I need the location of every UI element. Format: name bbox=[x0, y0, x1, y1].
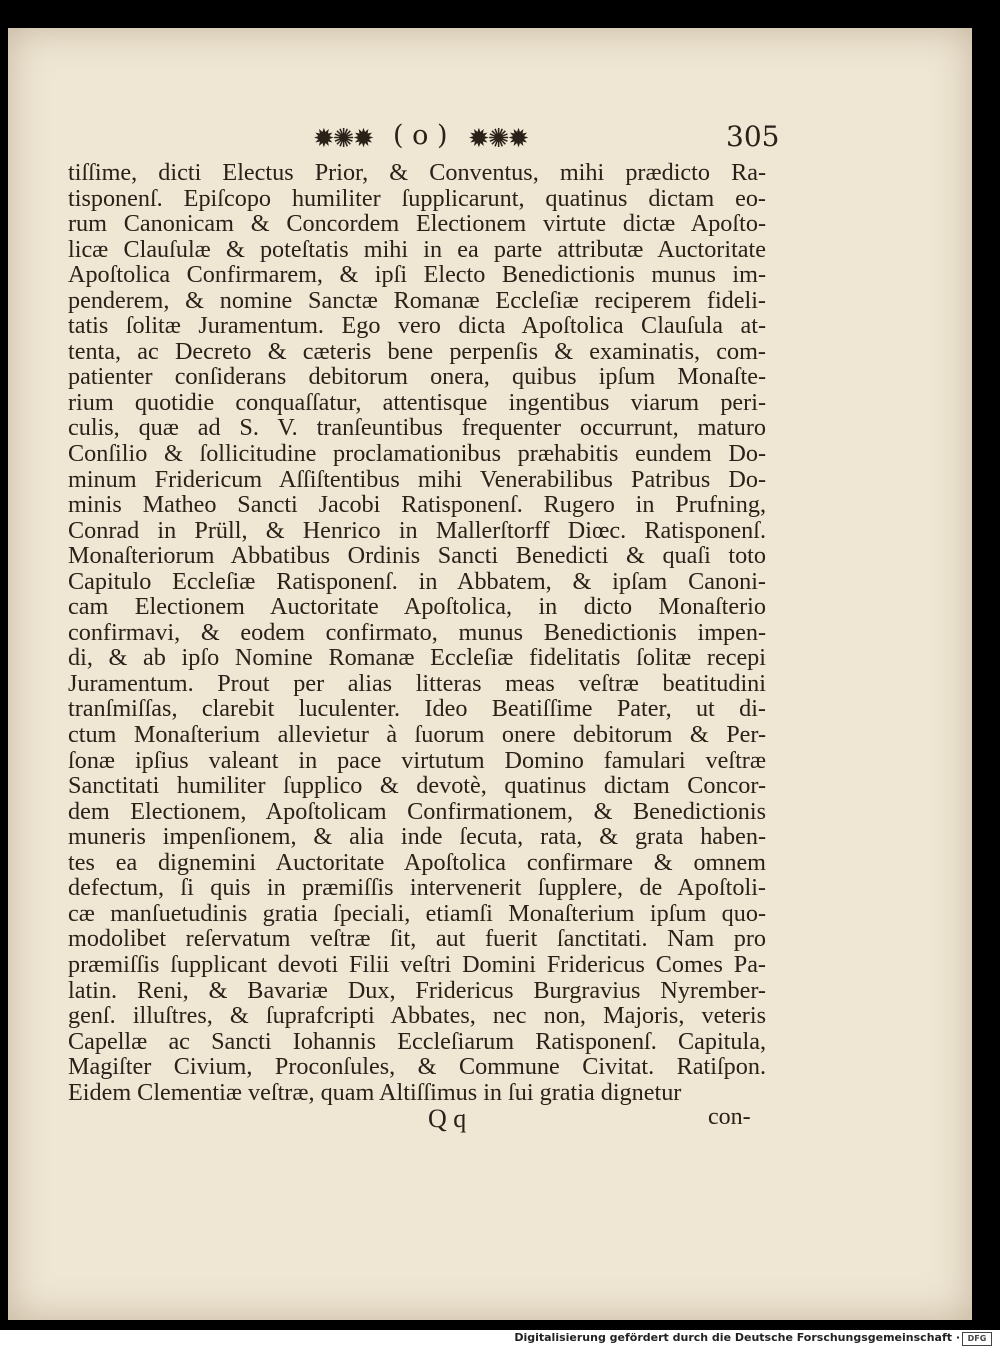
ornament-left: ✹✺✹ bbox=[313, 124, 373, 154]
credit-bar bbox=[0, 1330, 1000, 1347]
text-line: Capitulo Eccleſiæ Ratisponenſ. in Abbatem, & ipſam Canoni- bbox=[68, 567, 766, 595]
page-footer bbox=[8, 1104, 972, 1138]
text-line: tenta, ac Decreto & cæteris bene perpenſis & examinatis, com- bbox=[68, 337, 766, 365]
text-line: præmiſſis ſupplicant devoti Filii veſtri Domini Fridericus Comes Pa- bbox=[68, 950, 766, 978]
text-line: Magiſter Civium, Proconſules, & Commune Civitat. Ratiſpon. bbox=[68, 1053, 766, 1081]
text-line: dem Electionem, Apoſtolicam Confirmationem, & Benedictionis bbox=[68, 797, 766, 825]
text-line: minum Fridericum Aſſiſtentibus mihi Venerabilibus Patribus Do- bbox=[68, 465, 766, 493]
header-mark: ( o ) bbox=[393, 120, 448, 151]
catchword: con- bbox=[708, 1104, 751, 1130]
text-line: modolibet reſervatum veſtræ ſit, aut fuerit ſanctitati. Nam pro bbox=[68, 925, 766, 953]
text-line: Juramentum. Prout per alias litteras meas veſtræ beatitudini bbox=[68, 669, 766, 697]
text-line: Monaſteriorum Abbatibus Ordinis Sancti Benedicti & quaſi toto bbox=[68, 542, 766, 570]
text-line: defectum, ſi quis in præmiſſis intervenerit ſupplere, de Apoſtoli- bbox=[68, 874, 766, 902]
text-line: tranſmiſſas, clarebit luculenter. Ideo Beatiſſime Pater, ut di- bbox=[68, 695, 766, 723]
text-line: tiſſime, dicti Electus Prior, & Conventus, mihi prædicto Ra- bbox=[68, 159, 766, 186]
text-line: cæ manſuetudinis gratia ſpeciali, etiamſi Monaſterium ipſum quo- bbox=[68, 899, 766, 927]
dfg-logo: DFG bbox=[962, 1332, 992, 1346]
text-line: patienter conſiderans debitorum onera, quibus ipſum Monaſte- bbox=[68, 363, 766, 391]
signature-mark: Q q bbox=[428, 1104, 467, 1133]
text-line: Conrad in Prüll, & Henrico in Mallerſtorff Diœc. Ratisponenſ. bbox=[68, 516, 766, 544]
text-line: muneris impenſionem, & alia inde ſecuta, rata, & grata haben- bbox=[68, 823, 766, 851]
text-line: licæ Clauſulæ & poteſtatis mihi in ea parte attributæ Auctoritate bbox=[68, 235, 766, 263]
text-line: Sanctitati humiliter ſupplico & devotè, quatinus dictam Concor- bbox=[68, 772, 766, 800]
text-line: latin. Reni, & Bavariæ Dux, Fridericus Burgravius Nyrember- bbox=[68, 976, 766, 1004]
text-line: di, & ab ipſo Nomine Romanæ Eccleſiæ fidelitatis ſolitæ recepi bbox=[68, 644, 766, 672]
text-line: ſonæ ipſius valeant in pace virtutum Domino famulari veſtræ bbox=[68, 746, 766, 774]
text-line: minis Matheo Sancti Jacobi Ratisponenſ. Rugero in Prufning, bbox=[68, 491, 766, 519]
page-number: 305 bbox=[726, 120, 780, 153]
credit-text: Digitalisierung gefördert durch die Deutsche Forschungsgemeinschaft · bbox=[514, 1331, 960, 1344]
book-page bbox=[8, 28, 972, 1320]
text-line: confirmavi, & eodem confirmato, munus Benedictionis impen- bbox=[68, 618, 766, 646]
ornament-right: ✹✺✹ bbox=[468, 124, 528, 154]
text-line: penderem, & nomine Sanctæ Romanæ Eccleſiæ reciperem fideli- bbox=[68, 286, 766, 314]
text-line: Apoſtolica Confirmarem, & ipſi Electo Benedictionis munus im- bbox=[68, 261, 766, 289]
text-line: Conſilio & ſollicitudine proclamationibus præhabitis eundem Do- bbox=[68, 440, 766, 468]
text-line: tisponenſ. Epiſcopo humiliter ſupplicarunt, quatinus dictam eo- bbox=[68, 184, 766, 212]
text-line: rum Canonicam & Concordem Electionem virtute dictæ Apoſto- bbox=[68, 210, 766, 238]
text-line: ctum Monaſterium allevietur à ſuorum onere debitorum & Per- bbox=[68, 721, 766, 749]
text-line: cam Electionem Auctoritate Apoſtolica, in dicto Monaſterio bbox=[68, 593, 766, 621]
running-header bbox=[8, 120, 972, 160]
text-line: Eidem Clementiæ veſtræ, quam Altiſſimus in ſui gratia dignetur bbox=[68, 1078, 682, 1106]
text-line: rium quotidie conquaſſatur, attentisque ingentibus viarum peri- bbox=[68, 388, 766, 416]
text-line: culis, quæ ad S. V. tranſeuntibus frequenter occurrunt, maturo bbox=[68, 414, 766, 442]
body-text bbox=[68, 160, 766, 1105]
text-line: genſ. illuſtres, & ſuprafcripti Abbates, nec non, Majoris, veteris bbox=[68, 1002, 766, 1030]
text-line: tatis ſolitæ Juramentum. Ego vero dicta Apoſtolica Clauſula at- bbox=[68, 312, 766, 340]
text-line: tes ea dignemini Auctoritate Apoſtolica confirmare & omnem bbox=[68, 848, 766, 876]
text-line: Capellæ ac Sancti Iohannis Eccleſiarum Ratisponenſ. Capitula, bbox=[68, 1027, 766, 1055]
